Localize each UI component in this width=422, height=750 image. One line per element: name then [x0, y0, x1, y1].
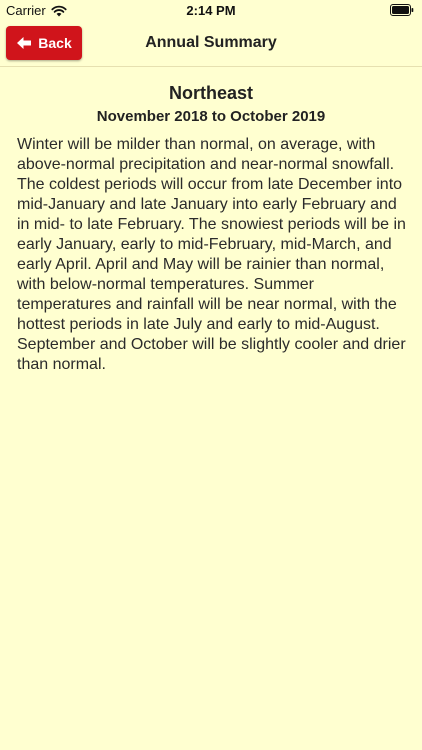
navigation-bar	[0, 22, 422, 67]
status-bar	[0, 0, 422, 22]
summary-text: Winter will be milder than normal, on average, with above-normal precipitation and near-normal snowfall. The coldest periods will occur from late December into mid-January and late January into early February and in mid- to late February. The snowiest periods will be in early January, early to mid-February, mid-March, and early April. April and May will be rainier than normal, with below-normal temperatures. Summer temperatures and rainfall will be near normal, with the hottest periods in late July and early to mid-August. September and October will be slightly cooler and drier than normal.	[17, 136, 406, 373]
summary-content	[0, 66, 422, 375]
status-time: 2:14 PM	[186, 3, 236, 18]
back-button-label: Back	[38, 35, 72, 51]
forecast-period: November 2018 to October 2019	[96, 108, 326, 125]
page-title: Annual Summary	[145, 34, 277, 51]
region-title: Northeast	[168, 83, 253, 103]
battery-icon	[390, 4, 414, 16]
carrier-label: Carrier	[6, 3, 46, 18]
